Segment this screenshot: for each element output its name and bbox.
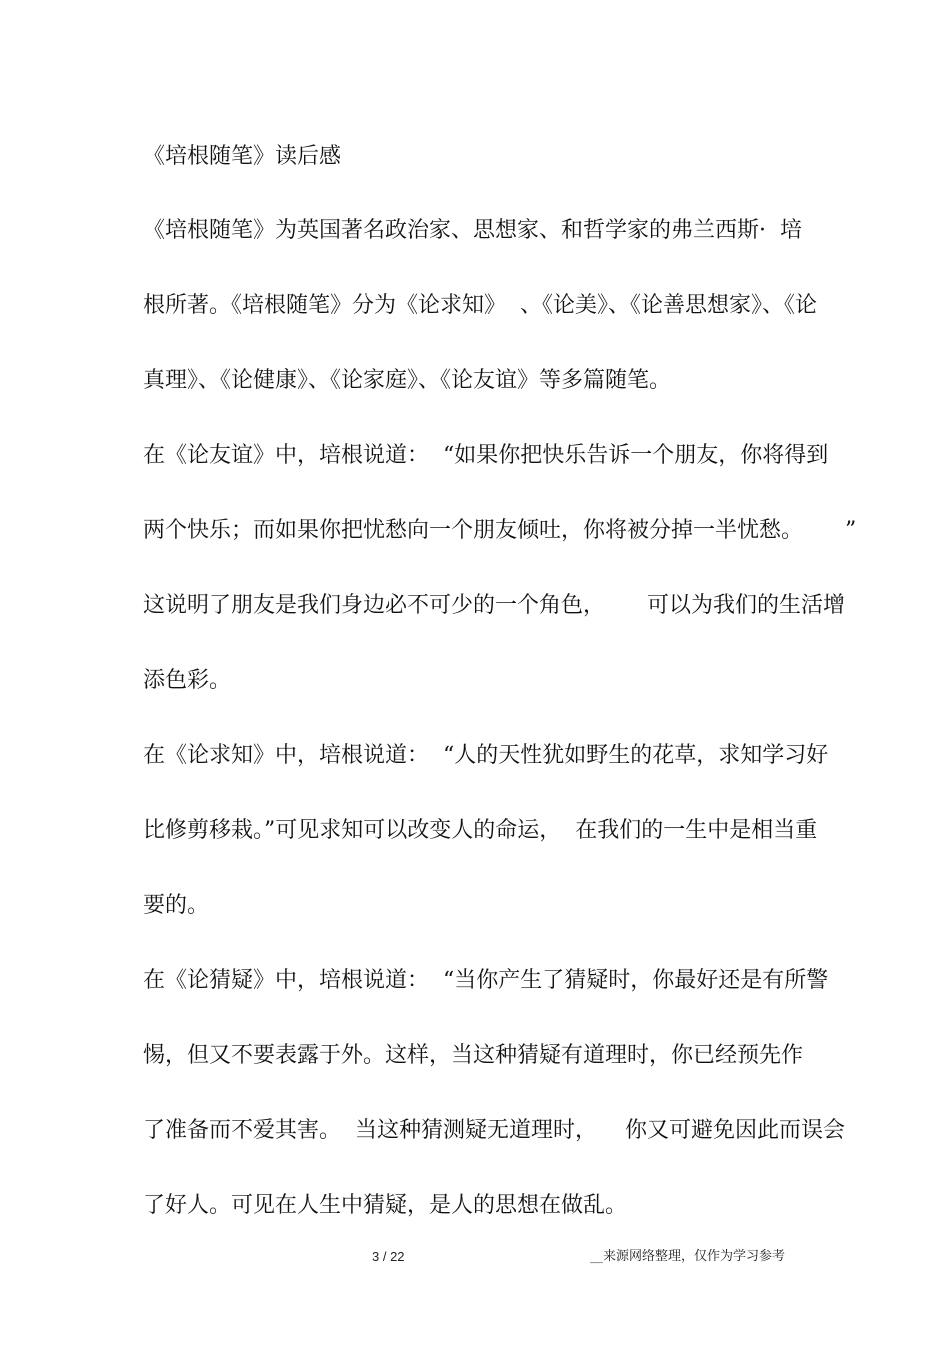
body-line: 《培根随笔》为英国著名政治家、思想家、和哲学家的弗兰西斯· 培 bbox=[143, 218, 802, 243]
body-line: 了好人。可见在人生中猜疑，是人的思想在做乱。 bbox=[143, 1193, 628, 1218]
body-line: 根所著。《培根随笔》分为《论求知》 、《论美》、《论善思想家》、《论 bbox=[143, 293, 817, 318]
footer-note: __来源网络整理，仅作为学习参考 bbox=[590, 1249, 786, 1264]
document-title: 《培根随笔》读后感 bbox=[143, 144, 342, 169]
body-line: 了准备而不爱其害。 当这种猜测疑无道理时， 你又可避免因此而误会 bbox=[143, 1118, 845, 1143]
body-line: 添色彩。 bbox=[143, 668, 232, 693]
body-line: 惕，但又不要表露于外。这样，当这种猜疑有道理时，你已经预先作 bbox=[143, 1043, 804, 1068]
body-line: 在《论猜疑》中，培根说道： “当你产生了猜疑时，你最好还是有所警 bbox=[143, 968, 829, 993]
page-number: 3 / 22 bbox=[372, 1249, 405, 1264]
body-line: 两个快乐；而如果你把忧愁向一个朋友倾吐，你将被分掉一半忧愁。 ” bbox=[143, 518, 857, 543]
body-line: 在《论求知》中，培根说道： “人的天性犹如野生的花草，求知学习好 bbox=[143, 743, 829, 768]
body-line: 比修剪移栽。”可见求知可以改变人的命运， 在我们的一生中是相当重 bbox=[143, 818, 818, 843]
body-line: 在《论友谊》中，培根说道： “如果你把快乐告诉一个朋友，你将得到 bbox=[143, 443, 829, 468]
body-line: 要的。 bbox=[143, 893, 210, 918]
body-line: 真理》、《论健康》、《论家庭》、《论友谊》等多篇随笔。 bbox=[143, 368, 672, 393]
body-line: 这说明了朋友是我们身边必不可少的一个角色， 可以为我们的生活增 bbox=[143, 593, 845, 618]
